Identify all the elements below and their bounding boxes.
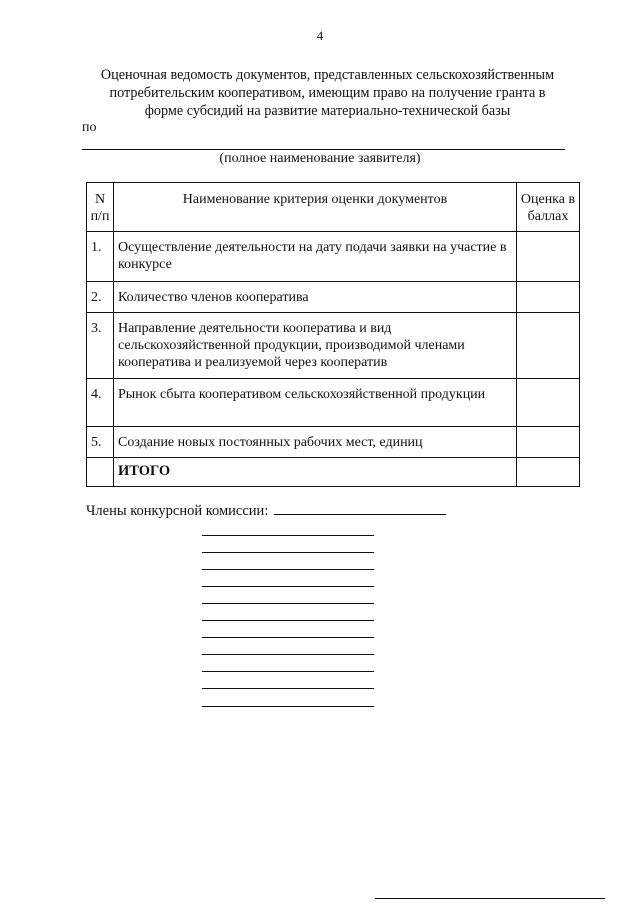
row-criterion: Рынок сбыта кооперативом сельскохозяйственной продукции (114, 379, 517, 427)
table-row (87, 313, 580, 379)
document-title (70, 66, 585, 120)
row-score-cell[interactable] (517, 427, 580, 458)
table-row (87, 427, 580, 458)
signature-line[interactable] (202, 654, 374, 655)
row-score-cell[interactable] (517, 379, 580, 427)
header-criterion: Наименование критерия оценки документов (114, 183, 517, 232)
header-num-line2: п/п (90, 209, 110, 224)
total-label (114, 458, 517, 487)
applicant-caption: (полное наименование заявителя) (219, 151, 421, 166)
header-score-line1: Оценка в (520, 192, 576, 207)
table-row (87, 379, 580, 427)
table-row (87, 282, 580, 313)
header-num-line1: N (94, 192, 106, 207)
header-score (517, 183, 580, 232)
signature-line[interactable] (202, 535, 374, 536)
title-line-1: Оценочная ведомость документов, представленных сельскохозяйственным (100, 67, 555, 83)
signature-line[interactable] (202, 586, 374, 587)
signature-line[interactable] (202, 688, 374, 689)
signature-line[interactable] (202, 569, 374, 570)
commission-signature-line[interactable] (274, 500, 446, 515)
row-score-cell[interactable] (517, 232, 580, 282)
title-line-3: форме субсидий на развитие материально-технической базы (144, 103, 511, 119)
total-num-cell (87, 458, 114, 487)
table-row (87, 232, 580, 282)
signature-line[interactable] (202, 671, 374, 672)
table-header-row (87, 183, 580, 232)
row-criterion: Создание новых постоянных рабочих мест, единиц (114, 427, 517, 458)
header-num (87, 183, 114, 232)
row-criterion: Направление деятельности кооператива и вид сельскохозяйственной продукции, производимой членами кооператива и реализуемой через кооператив (114, 313, 517, 379)
row-num: 5. (87, 427, 114, 458)
title-line-2: потребительским кооперативом, имеющим право на получение гранта в (109, 85, 546, 101)
header-score-line2: баллах (527, 209, 569, 224)
row-criterion: Осуществление деятельности на дату подачи заявки на участие в конкурсе (114, 232, 517, 282)
row-score-cell[interactable] (517, 282, 580, 313)
row-score-cell[interactable] (517, 313, 580, 379)
table-total-row (87, 458, 580, 487)
commission-members (86, 500, 446, 520)
row-num: 3. (87, 313, 114, 379)
commission-label: Члены конкурсной комиссии: (86, 503, 269, 519)
applicant-name-field[interactable] (82, 149, 565, 150)
row-num: 1. (87, 232, 114, 282)
row-num: 2. (87, 282, 114, 313)
page-number: 4 (316, 28, 324, 43)
row-criterion: Количество членов кооператива (114, 282, 517, 313)
total-label-text: ИТОГО (118, 463, 171, 479)
criteria-table (86, 182, 580, 487)
signature-line[interactable] (202, 603, 374, 604)
row-num: 4. (87, 379, 114, 427)
po-label: по (82, 120, 97, 135)
signature-line[interactable] (202, 552, 374, 553)
signature-line[interactable] (202, 620, 374, 621)
signature-line[interactable] (202, 637, 374, 638)
total-score-cell[interactable] (517, 458, 580, 487)
signature-line[interactable] (202, 706, 374, 707)
footer-rule (375, 898, 605, 899)
